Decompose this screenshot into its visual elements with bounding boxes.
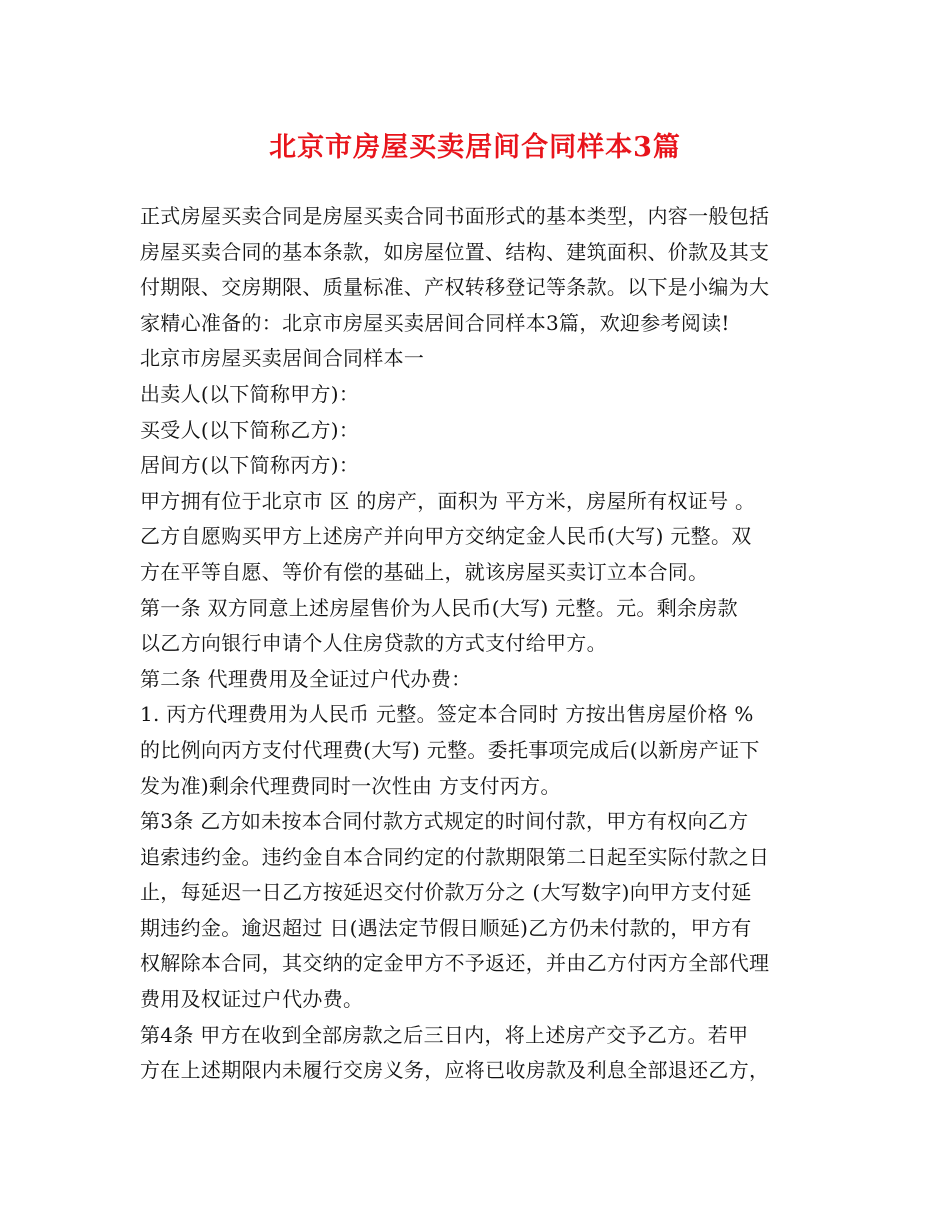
body-line: 方在平等自愿、等价有偿的基础上，就该房屋买卖订立本合同。 [140, 559, 709, 584]
clause-line: 第4条 甲方在收到全部房款之后三日内，将上述房产交予乙方。若甲 [140, 1022, 749, 1047]
clause-line: 第3条 乙方如未按本合同付款方式规定的时间付款，甲方有权向乙方 [140, 809, 749, 834]
body-line: 正式房屋买卖合同是房屋买卖合同书面形式的基本类型，内容一般包括 [140, 204, 770, 228]
party-agent-line: 居间方(以下简称丙方)： [140, 453, 360, 478]
body-line: 家精心准备的：北京市房屋买卖居间合同样本3篇，欢迎参考阅读! [140, 310, 730, 335]
clause-line: 追索违约金。违约金自本合同约定的付款期限第二日起至实际付款之日 [140, 844, 770, 869]
body-line: 乙方自愿购买甲方上述房产并向甲方交纳定金人民币(大写) 元整。双 [140, 524, 752, 549]
clause-line: 权解除本合同，其交纳的定金甲方不予返还，并由乙方付丙方全部代理 [140, 951, 770, 976]
clause-line: 第二条 代理费用及全证过户代办费： [140, 666, 472, 691]
clause-line: 的比例向丙方支付代理费(大写) 元整。委托事项完成后(以新房产证下 [140, 737, 760, 762]
clause-line: 以乙方向银行申请个人住房贷款的方式支付给甲方。 [140, 631, 607, 656]
document-title: 北京市房屋买卖居间合同样本3篇 [269, 132, 681, 163]
section-heading: 北京市房屋买卖居间合同样本一 [140, 346, 425, 371]
document-body [140, 199, 820, 1089]
clause-line: 发为准)剩余代理费同时一次性由 方支付丙方。 [140, 773, 561, 798]
clause-line: 费用及权证过户代办费。 [140, 987, 364, 1012]
clause-line: 止，每延迟一日乙方按延迟交付价款万分之 (大写数字)向甲方支付延 [140, 880, 752, 905]
party-buyer-line: 买受人(以下简称乙方)： [140, 417, 360, 442]
clause-line: 第一条 双方同意上述房屋售价为人民币(大写) 元整。元。剩余房款 [140, 595, 738, 620]
party-seller-line: 出卖人(以下简称甲方)： [140, 381, 360, 406]
body-line: 甲方拥有位于北京市 区 的房产，面积为 平方米，房屋所有权证号 。 [140, 488, 756, 513]
body-line: 房屋买卖合同的基本条款，如房屋位置、结构、建筑面积、价款及其支 [140, 239, 770, 264]
clause-line: 1. 丙方代理费用为人民币 元整。签定本合同时 方按出售房屋价格 % [140, 702, 754, 727]
body-line: 付期限、交房期限、质量标准、产权转移登记等条款。以下是小编为大 [140, 275, 770, 300]
clause-line: 方在上述期限内未履行交房义务，应将已收房款及利息全部退还乙方， [140, 1058, 770, 1083]
clause-line: 期违约金。逾迟超过 日(遇法定节假日顺延)乙方仍未付款的，甲方有 [140, 915, 752, 940]
